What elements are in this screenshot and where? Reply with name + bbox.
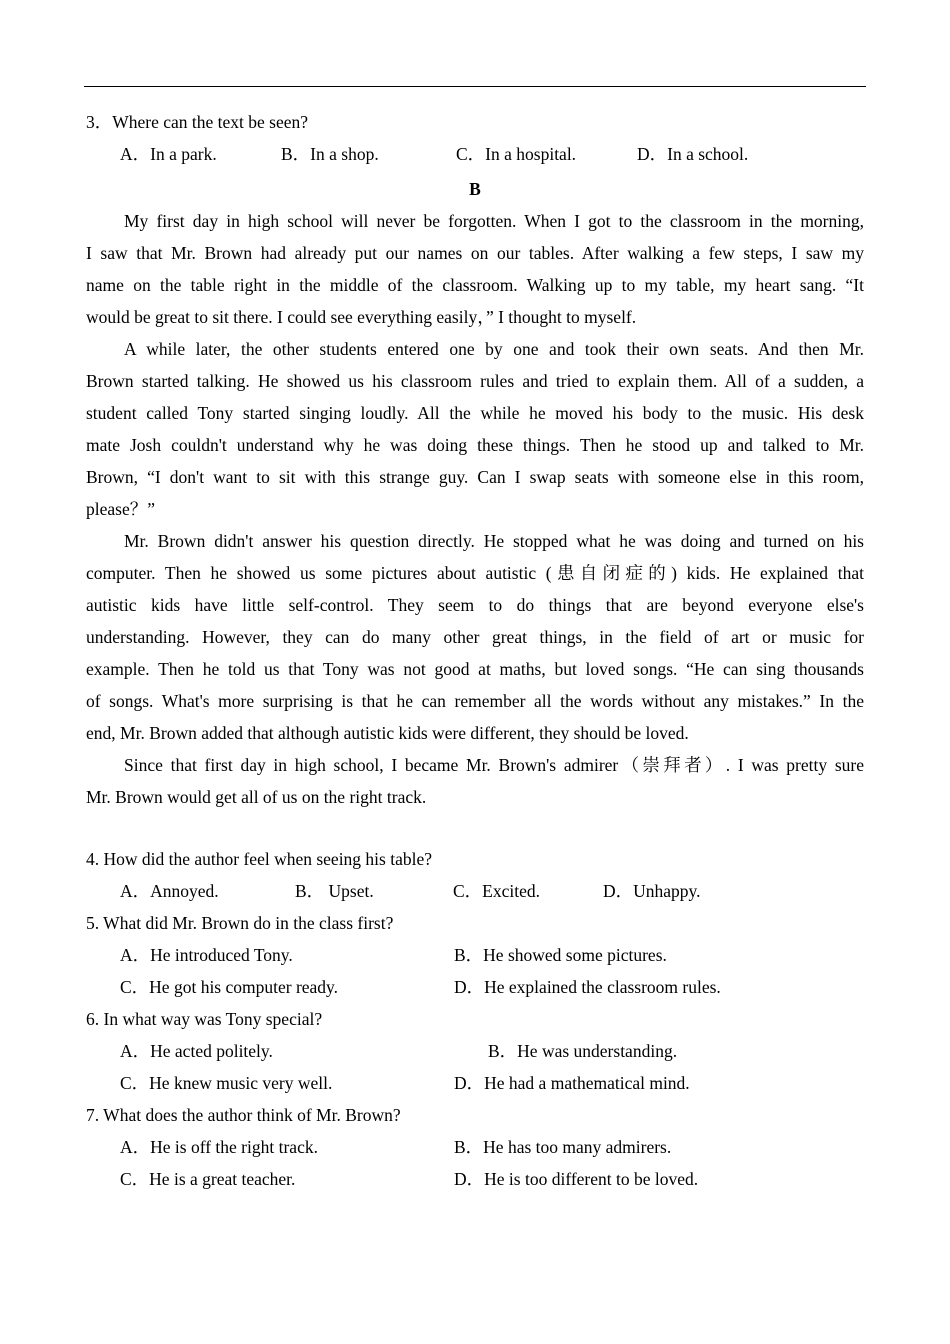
- q5-option-a: A．He introduced Tony.: [120, 945, 293, 965]
- question-4: 4. How did the author feel when seeing his table?: [86, 849, 433, 869]
- q4-option-c: C．Excited.: [453, 881, 540, 901]
- passage-line: please？”: [86, 499, 155, 519]
- q6-option-c: C．He knew music very well.: [120, 1073, 333, 1093]
- q4-option-d: D．Unhappy.: [603, 881, 701, 901]
- passage-line: would be great to sit there. I could see everything easily，” I thought to myself.: [86, 307, 637, 327]
- passage-line: Since that first day in high school, I became Mr. Brown's admirer（崇拜者）. I was pretty sure: [124, 755, 864, 775]
- q6-option-b: B．He was understanding.: [488, 1041, 678, 1061]
- q5-option-c: C．He got his computer ready.: [120, 977, 339, 997]
- q3-option-b: B．In a shop.: [281, 144, 379, 164]
- q7-option-d: D．He is too different to be loved.: [454, 1169, 699, 1189]
- q6-option-d: D．He had a mathematical mind.: [454, 1073, 690, 1093]
- passage-line: understanding. However, they can do many other great things, in the field of art or music for: [86, 627, 864, 647]
- q3-option-a: A．In a park.: [120, 144, 217, 164]
- q5-option-b: B．He showed some pictures.: [454, 945, 667, 965]
- section-title: B: [469, 179, 481, 199]
- q4-option-a: A．Annoyed.: [120, 881, 219, 901]
- question-3: 3．Where can the text be seen?: [86, 112, 309, 132]
- passage-line: autistic kids have little self-control. They seem to do things that are beyond everyone else's: [86, 595, 864, 615]
- q7-option-b: B．He has too many admirers.: [454, 1137, 672, 1157]
- passage-line: name on the table right in the middle of the classroom. Walking up to my table, my heart sang. “It: [86, 275, 864, 295]
- passage-line: Mr. Brown would get all of us on the right track.: [86, 787, 427, 807]
- passage-line: Brown started talking. He showed us his classroom rules and tried to explain them. All of a sudden, a: [86, 371, 864, 391]
- passage-line: Mr. Brown didn't answer his question directly. He stopped what he was doing and turned on his: [124, 531, 864, 551]
- q7-option-c: C．He is a great teacher.: [120, 1169, 296, 1189]
- passage-line: end, Mr. Brown added that although autistic kids were different, they should be loved.: [86, 723, 689, 743]
- passage-line: I saw that Mr. Brown had already put our names on our tables. After walking a few steps, I saw my: [86, 243, 864, 263]
- question-6: 6. In what way was Tony special?: [86, 1009, 323, 1029]
- header-rule: [84, 86, 866, 87]
- q3-option-d: D．In a school.: [637, 144, 749, 164]
- q6-option-a: A．He acted politely.: [120, 1041, 273, 1061]
- passage-line: Brown, “I don't want to sit with this strange guy. Can I swap seats with someone else in this room,: [86, 467, 864, 487]
- q7-option-a: A．He is off the right track.: [120, 1137, 318, 1157]
- passage-line: of songs. What's more surprising is that he can remember all the words without any mistakes.” In the: [86, 691, 864, 711]
- passage-line: computer. Then he showed us some pictures about autistic (患自闭症的) kids. He explained that: [86, 563, 864, 583]
- passage-line: My first day in high school will never be forgotten. When I got to the classroom in the morning,: [124, 211, 864, 231]
- passage-line: student called Tony started singing loudly. All the while he moved his body to the music. His desk: [86, 403, 864, 423]
- question-5: 5. What did Mr. Brown do in the class first?: [86, 913, 394, 933]
- passage-line: mate Josh couldn't understand why he was doing these things. Then he stood up and talked to Mr.: [86, 435, 864, 455]
- q5-option-d: D．He explained the classroom rules.: [454, 977, 721, 997]
- passage-line: A while later, the other students entered one by one and took their own seats. And then Mr.: [124, 339, 864, 359]
- passage-line: example. Then he told us that Tony was not good at maths, but loved songs. “He can sing thousands: [86, 659, 864, 679]
- q3-option-c: C．In a hospital.: [456, 144, 577, 164]
- question-7: 7. What does the author think of Mr. Brown?: [86, 1105, 401, 1125]
- q4-option-b: B． Upset.: [295, 881, 374, 901]
